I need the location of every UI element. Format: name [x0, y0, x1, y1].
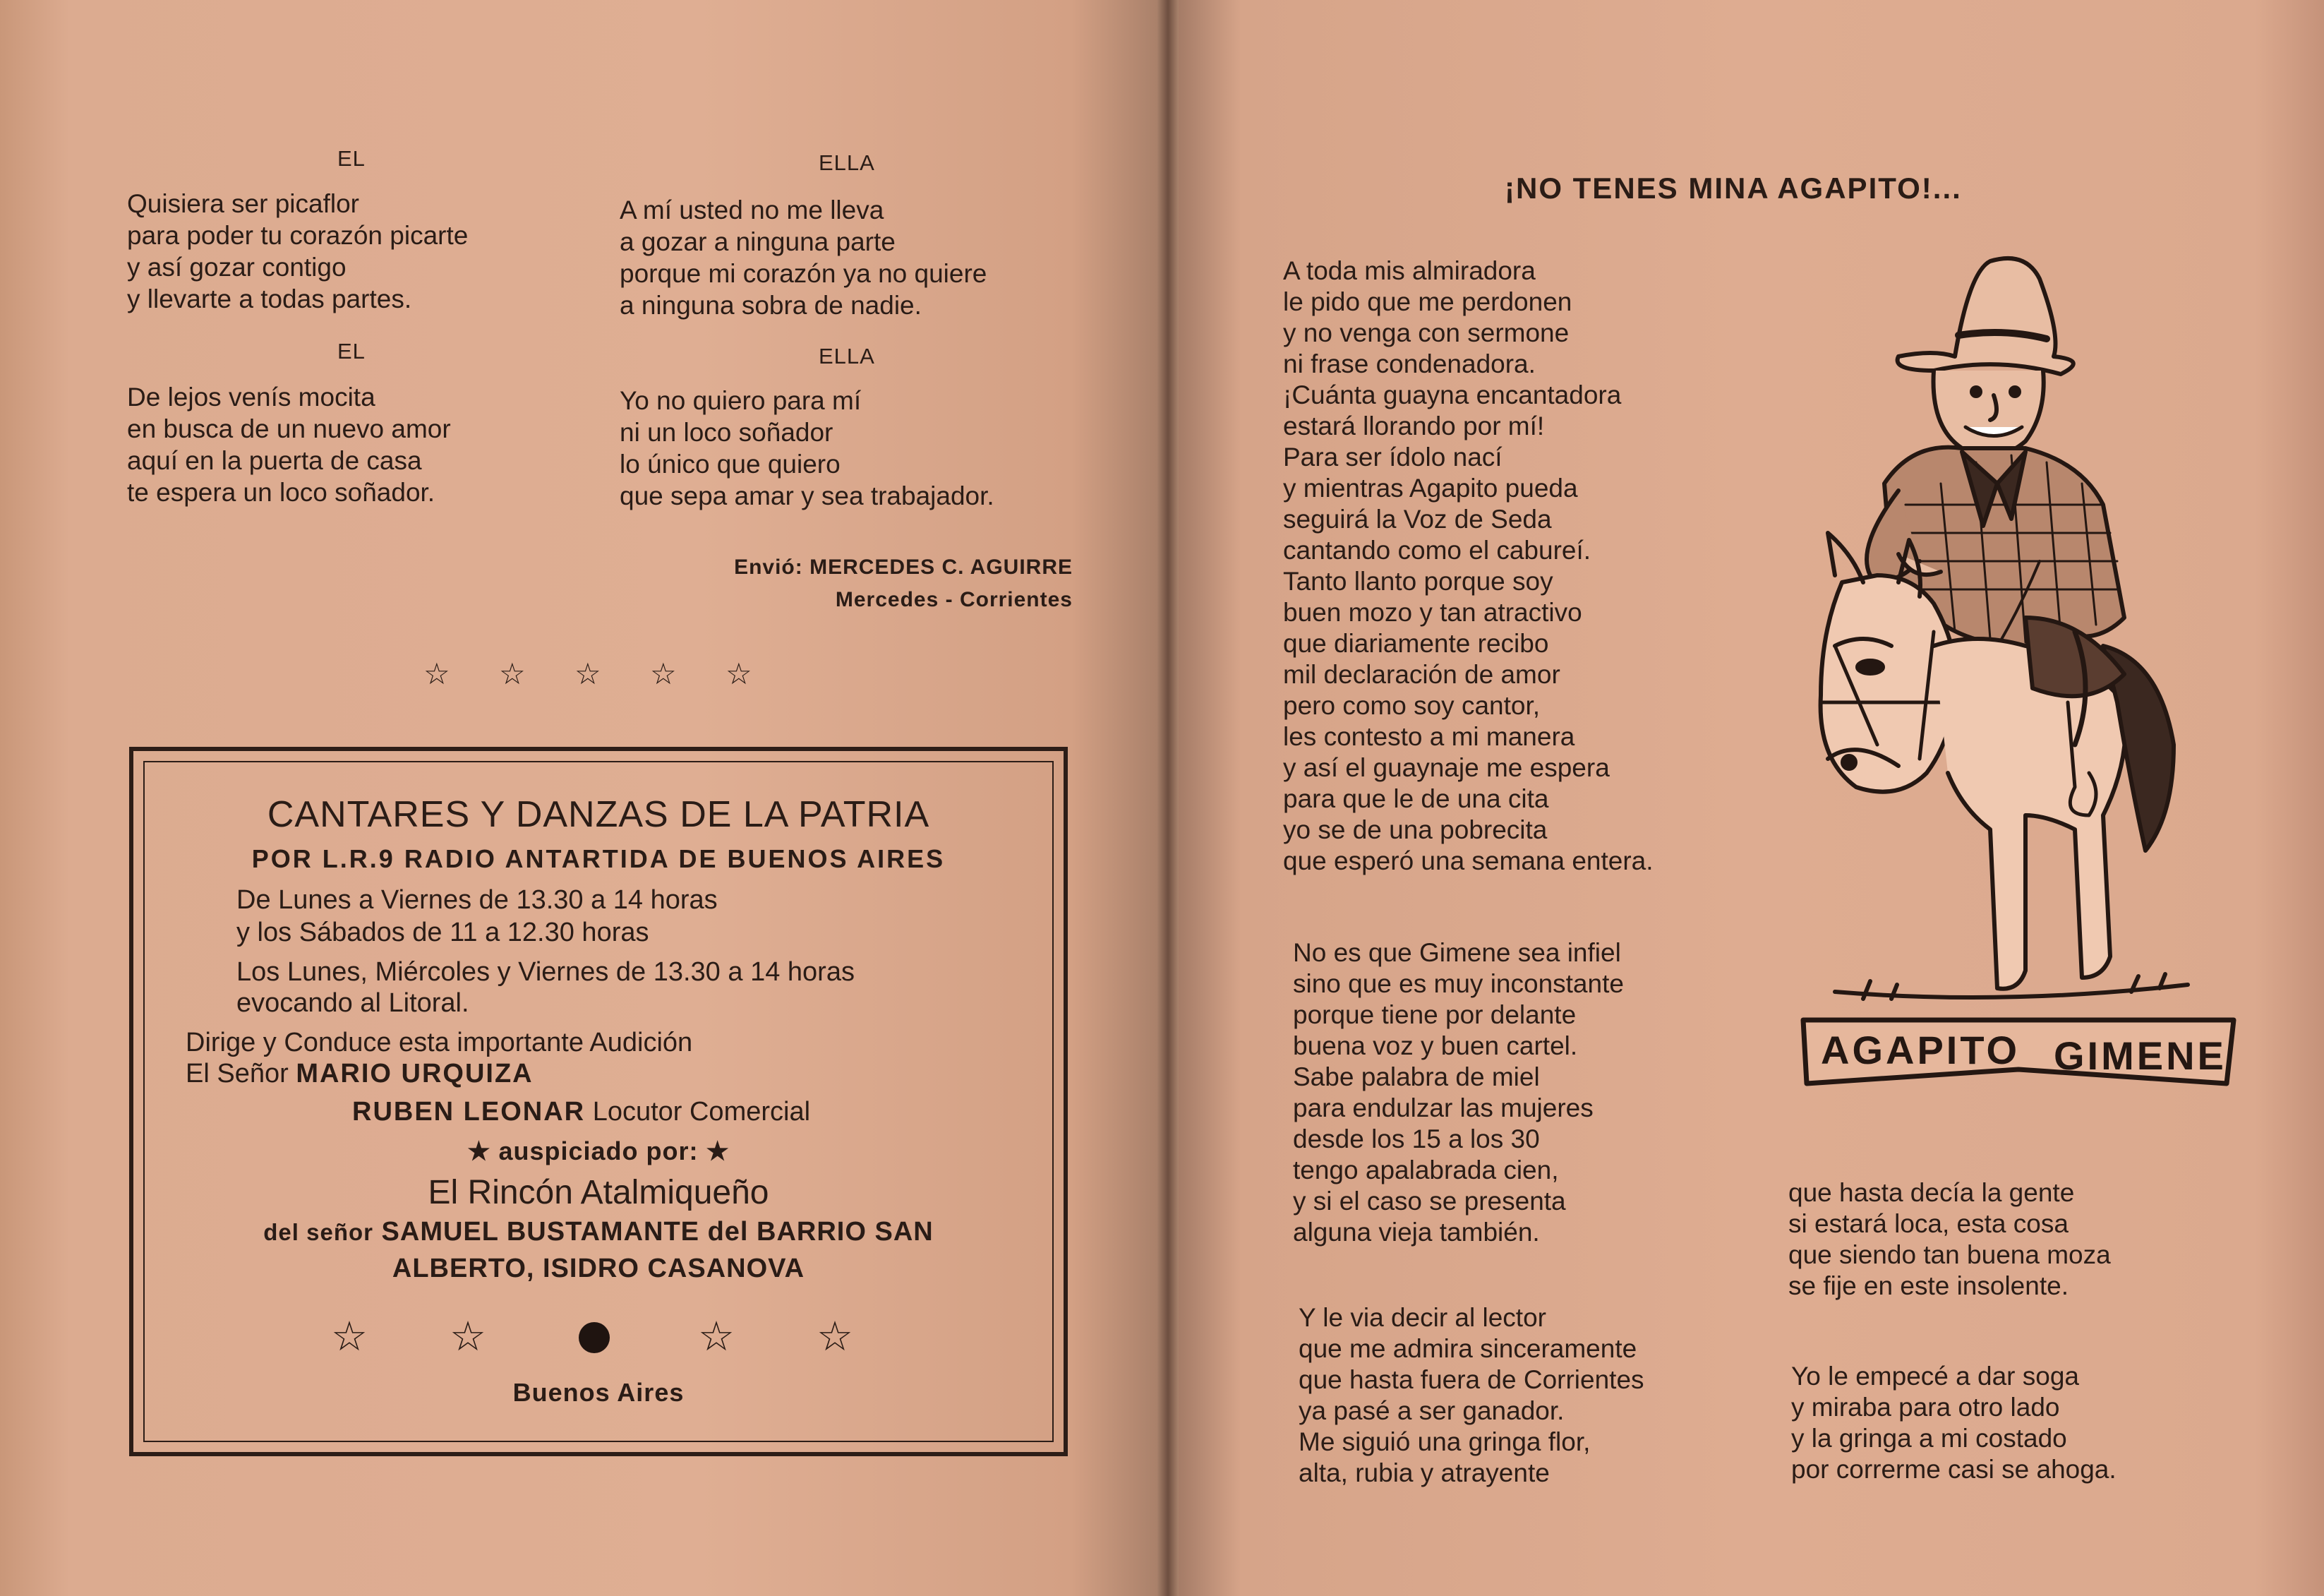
verse-line: Quisiera ser picaflor: [127, 189, 360, 218]
verse-2-ella-lines: [620, 385, 994, 512]
ad-director-prefix: El Señor: [186, 1059, 289, 1088]
verse-line: a gozar a ninguna parte: [620, 227, 896, 256]
stanza-line: que esperó una semana entera.: [1283, 846, 1654, 875]
ad-announcer: [352, 1097, 810, 1127]
stanza-line: mil declaración de amor: [1283, 660, 1560, 689]
star-icon: ★: [706, 1136, 730, 1165]
ad-schedule-2: y los Sábados de 11 a 12.30 horas: [236, 918, 649, 947]
stanza-line: le pido que me perdonen: [1283, 287, 1572, 316]
ad-schedule-4: evocando al Litoral.: [236, 988, 469, 1018]
ad-announcer-name: RUBEN LEONAR: [352, 1097, 586, 1127]
verse-line: ni un loco soñador: [620, 418, 833, 447]
radio-ad-box: [129, 747, 1068, 1456]
ad-sponsor-detail-text: SAMUEL BUSTAMANTE del BARRIO SAN: [381, 1217, 934, 1247]
stanza-line: para endulzar las mujeres: [1293, 1093, 1594, 1122]
verse-line: A mí usted no me lleva: [620, 196, 884, 224]
stanza-line: les contesto a mi manera: [1283, 722, 1575, 751]
verse-line: De lejos venís mocita: [127, 383, 375, 412]
verse-line: en busca de un nuevo amor: [127, 414, 451, 443]
stanza-line: ¡Cuánta guayna encantadora: [1283, 380, 1622, 409]
verse-line: que sepa amar y sea trabajador.: [620, 481, 994, 510]
star-icon: ☆: [574, 657, 601, 690]
ad-schedule-3: Los Lunes, Miércoles y Viernes de 13.30 a 14 horas: [236, 957, 855, 987]
stanza-line: y no venga con sermone: [1283, 318, 1570, 347]
stanza-line: que hasta decía la gente: [1788, 1178, 2075, 1207]
ad-location: Buenos Aires: [512, 1378, 685, 1407]
name-banner: [1803, 1020, 2234, 1084]
stanza-line: cantando como el cabureí.: [1283, 536, 1591, 565]
verse-line: para poder tu corazón picarte: [127, 221, 469, 250]
stanza-line: y miraba para otro lado: [1791, 1393, 2060, 1422]
stanza-line: pero como soy cantor,: [1283, 691, 1541, 720]
star-icon: ☆: [650, 657, 677, 690]
ad-director-2: [186, 1059, 534, 1089]
stanza-line: estará llorando por mí!: [1283, 412, 1545, 440]
ad-subtitle: POR L.R.9 RADIO ANTARTIDA DE BUENOS AIRES: [251, 844, 946, 873]
verse-1-ella-lines: [620, 194, 987, 321]
bullet-dot-icon: [579, 1322, 610, 1353]
stanza-line: que siendo tan buena moza: [1788, 1240, 2111, 1269]
verse-line: aquí en la puerta de casa: [127, 446, 422, 475]
stanza-line: Sabe palabra de miel: [1293, 1062, 1540, 1091]
ad-title: CANTARES Y DANZAS DE LA PATRIA: [267, 794, 930, 835]
stanza-line: porque tiene por delante: [1293, 1000, 1577, 1029]
ad-sponsor-name: El Rincón Atalmiqueño: [428, 1174, 769, 1211]
ad-sponsor-label-text: auspiciado por:: [498, 1136, 699, 1165]
star-icon: ☆: [817, 1314, 853, 1360]
stanza-line: que hasta fuera de Corrientes: [1299, 1365, 1644, 1394]
book-gutter: [1157, 0, 1179, 1596]
stanza-5: [1791, 1361, 2117, 1485]
verse-2-ella-label: ELLA: [819, 344, 875, 368]
stanza-line: No es que Gimene sea infiel: [1293, 938, 1621, 967]
sender-prefix: Envió:: [734, 556, 803, 579]
stanza-line: desde los 15 a los 30: [1293, 1124, 1540, 1153]
page-title: ¡NO TENES MINA AGAPITO!...: [1505, 172, 1962, 205]
cowboy-horse-illustration: [1793, 251, 2244, 1098]
ad-sponsor-label: [133, 1136, 1064, 1166]
stanza-line: se fije en este insolente.: [1788, 1271, 2069, 1300]
verse-1-ella-label: ELLA: [819, 150, 875, 175]
stanza-line: y mientras Agapito pueda: [1283, 474, 1578, 503]
stanza-line: ni frase condenadora.: [1283, 349, 1536, 378]
ad-director-1: Dirige y Conduce esta importante Audición: [186, 1028, 693, 1057]
stanza-4: [1788, 1177, 2111, 1302]
verse-line: te espera un loco soñador.: [127, 478, 435, 507]
star-icon: ☆: [331, 1314, 368, 1360]
banner-word-2: GIMENE: [2054, 1033, 2227, 1078]
verse-1-el-label: EL: [337, 146, 366, 171]
stanza-2: [1293, 937, 1624, 1248]
stanza-line: Yo le empecé a dar soga: [1791, 1362, 2079, 1391]
stanza-line: buen mozo y tan atractivo: [1283, 598, 1582, 627]
stanza-line: y la gringa a mi costado: [1791, 1424, 2067, 1453]
stanza-line: y así el guaynaje me espera: [1283, 753, 1610, 782]
stanza-3: [1299, 1302, 1644, 1489]
star-icon: ☆: [423, 657, 450, 690]
verse-line: y llevarte a todas partes.: [127, 284, 412, 313]
stanza-line: Y le via decir al lector: [1299, 1303, 1546, 1332]
verse-1-el-lines: [127, 188, 468, 315]
stanza-line: que diariamente recibo: [1283, 629, 1549, 658]
verse-line: a ninguna sobra de nadie.: [620, 291, 922, 320]
ad-ornament-row: [133, 1312, 1064, 1362]
stanza-line: Tanto llanto porque soy: [1283, 567, 1553, 596]
sender-name: MERCEDES C. AGUIRRE: [809, 556, 1073, 579]
banner-word-1: AGAPITO: [1821, 1028, 2021, 1072]
ad-sponsor-detail-prefix: del señor: [263, 1219, 373, 1245]
stanza-line: Para ser ídolo nací: [1283, 443, 1503, 472]
star-icon: ☆: [698, 1314, 735, 1360]
ad-schedule-1: De Lunes a Viernes de 13.30 a 14 horas: [236, 885, 718, 915]
verse-line: Yo no quiero para mí: [620, 386, 862, 415]
stanza-line: yo se de una pobrecita: [1283, 815, 1548, 844]
ad-announcer-role: Locutor Comercial: [592, 1097, 811, 1127]
stanza-line: alta, rubia y atrayente: [1299, 1458, 1550, 1487]
sender-place: Mercedes - Corrientes: [835, 588, 1073, 611]
star-icon: ☆: [726, 657, 752, 690]
verse-line: lo único que quiero: [620, 450, 841, 479]
ad-sponsor-detail: [133, 1217, 1064, 1247]
ad-director-name: MARIO URQUIZA: [296, 1059, 534, 1088]
star-icon: ★: [467, 1136, 491, 1165]
stanza-line: ya pasé a ser ganador.: [1299, 1396, 1565, 1425]
verse-2-el-label: EL: [337, 339, 366, 364]
stanza-line: seguirá la Voz de Seda: [1283, 505, 1552, 534]
stanza-line: tengo apalabrada cien,: [1293, 1156, 1559, 1184]
stanza-line: si estará loca, esta cosa: [1788, 1209, 2069, 1238]
stanza-line: Me siguió una gringa flor,: [1299, 1427, 1591, 1456]
stanza-line: que me admira sinceramente: [1299, 1334, 1637, 1363]
verse-line: y así gozar contigo: [127, 253, 347, 282]
star-icon: ☆: [450, 1314, 486, 1360]
stanza-line: buena voz y buen cartel.: [1293, 1031, 1578, 1060]
stanza-1: [1283, 256, 1654, 877]
stanza-line: para que le de una cita: [1283, 784, 1549, 813]
verse-line: porque mi corazón ya no quiere: [620, 259, 987, 288]
stanza-line: por correrme casi se ahoga.: [1791, 1455, 2117, 1484]
stanza-line: sino que es muy inconstante: [1293, 969, 1624, 998]
ad-sponsor-detail-2: ALBERTO, ISIDRO CASANOVA: [392, 1254, 805, 1283]
stanza-line: y si el caso se presenta: [1293, 1187, 1566, 1216]
star-icon: ☆: [499, 657, 526, 690]
verse-2-el-lines: [127, 381, 451, 508]
sender-line: [734, 551, 1073, 583]
stanza-line: alguna vieja también.: [1293, 1218, 1540, 1247]
stanza-line: A toda mis almiradora: [1283, 256, 1536, 285]
